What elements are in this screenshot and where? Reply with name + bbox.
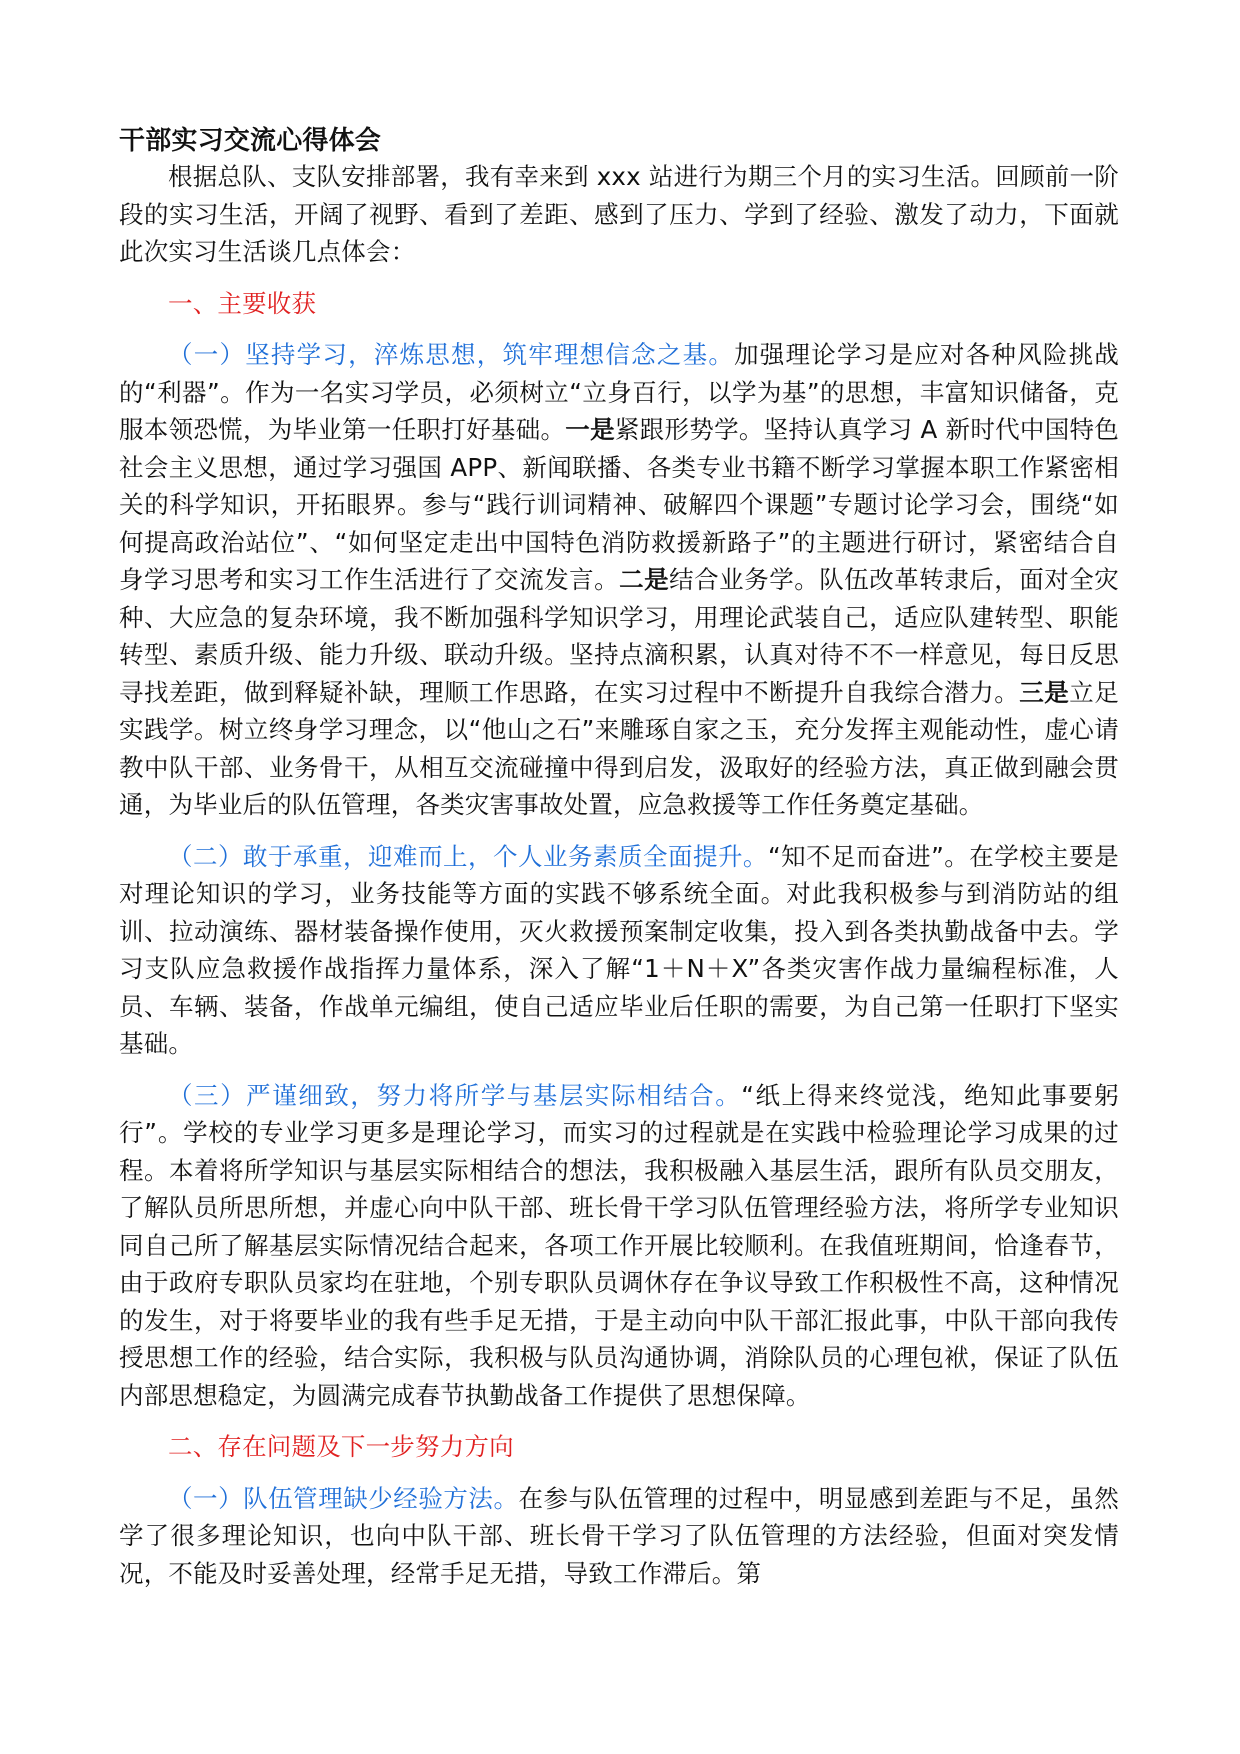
intro-paragraph: 根据总队、支队安排部署，我有幸来到 xxx 站进行为期三个月的实习生活。回顾前一阶段的实习生活，开阔了视野、看到了差距、感到了压力、学到了经验、激发了动力，下面就此次实习生活谈几点体会： [119, 162, 1119, 266]
paragraph-text: 在参与队伍管理的过程中，明显感到差距与不足，虽然学了很多理论知识，也向中队干部、班长骨干学习了队伍管理的方法经验，但面对突发情况，不能及时妥善处理，经常手足无措，导致工作滞后。第 [119, 1483, 1119, 1588]
document-title: 干部实习交流心得体会 [119, 126, 382, 156]
paragraph-text: “知不足而奋进”。在学校主要是对理论知识的学习，业务技能等方面的实践不够系统全面。对此我积极参与到消防站的组训、拉动演练、器材装备操作使用，灭火救援预案制定收集，投入到各类执勤战备中去。学习支队应急救援作战指挥力量体系，深入了解“1＋N＋X”各类灾害作战力量编程标准，人员、车辆、装备，作战单元编组，使自己适应毕业后任职的需要，为自己第一任职打下坚实基础。 [119, 841, 1119, 1058]
subheading-1-1: （一）坚持学习，淬炼思想，筑牢理想信念之基。 [168, 340, 735, 369]
bold-marker: 三是 [1019, 677, 1070, 707]
bold-marker: 二是 [619, 565, 670, 594]
document-page [119, 124, 1119, 1606]
paragraph-1-2 [119, 838, 1119, 1063]
subheading-2-1: （一）队伍管理缺少经验方法。 [168, 1483, 519, 1513]
subheading-1-3: （三）严谨细致，努力将所学与基层实际相结合。 [168, 1080, 742, 1110]
bold-marker: 一是 [565, 415, 615, 444]
paragraph-text: 立足实践学。树立终身学习理念，以“他山之石”来雕琢自家之玉，充分发挥主观能动性，虚心请教中队干部、业务骨干，从相互交流碰撞中得到启发，汲取好的经验方法，真正做到融会贯通，为毕业后的队伍管理，各类灾害事故处置，应急救援等工作任务奠定基础。 [119, 677, 1119, 819]
paragraph-text: 紧跟形势学。坚持认真学习 A 新时代中国特色社会主义思想，通过学习强国 APP、新闻联播、各类专业书籍不断学习掌握本职工作紧密相关的科学知识，开拓眼界。参与“践行训词精神、破解四个课题”专题讨论学习会，围绕“如何提高政治站位”、“如何坚定走出中国特色消防救援新路子”的主题进行研讨，紧密结合自身学习思考和实习工作生活进行了交流发言。 [119, 415, 1119, 594]
section-heading-1: 一、主要收获 [168, 288, 317, 318]
paragraph-text: 加强理论学习是应对各种风险挑战的“利器”。作为一名实习学员，必须树立“立身百行，以学为基”的思想，丰富知识储备，克服本领恐慌，为毕业第一任职打好基础。 [119, 340, 1120, 444]
paragraph-text: 结合业务学。队伍改革转隶后，面对全灾种、大应急的复杂环境，我不断加强科学知识学习，用理论武装自己，适应队建转型、职能转型、素质升级、能力升级、联动升级。坚持点滴积累，认真对待不不一样意见，每日反思寻找差距，做到释疑补缺，理顺工作思路，在实习过程中不断提升自我综合潜力。 [119, 565, 1119, 707]
paragraph-2-1 [119, 1480, 1119, 1593]
paragraph-text: “纸上得来终觉浅，绝知此事要躬行”。学校的专业学习更多是理论学习，而实习的过程就是在实践中检验理论学习成果的过程。本着将所学知识与基层实际相结合的想法，我积极融入基层生活，跟所有队员交朋友，了解队员所思所想，并虚心向中队干部、班长骨干学习队伍管理经验方法，将所学专业知识同自己所了解基层实际情况结合起来，各项工作开展比较顺利。在我值班期间，恰逢春节，由于政府专职队员家均在驻地，个别专职队员调休存在争议导致工作积极性不高，这种情况的发生，对于将要毕业的我有些手足无措，于是主动向中队干部汇报此事，中队干部向我传授思想工作的经验，结合实际，我积极与队员沟通协调，消除队员的心理包袱，保证了队伍内部思想稳定，为圆满完成春节执勤战备工作提供了思想保障。 [119, 1080, 1119, 1410]
section-heading-2: 二、存在问题及下一步努力方向 [168, 1432, 514, 1461]
paragraph-1-1 [119, 336, 1119, 824]
subheading-1-2: （二）敢于承重，迎难而上，个人业务素质全面提升。 [168, 841, 768, 871]
paragraph-1-3 [119, 1077, 1119, 1415]
